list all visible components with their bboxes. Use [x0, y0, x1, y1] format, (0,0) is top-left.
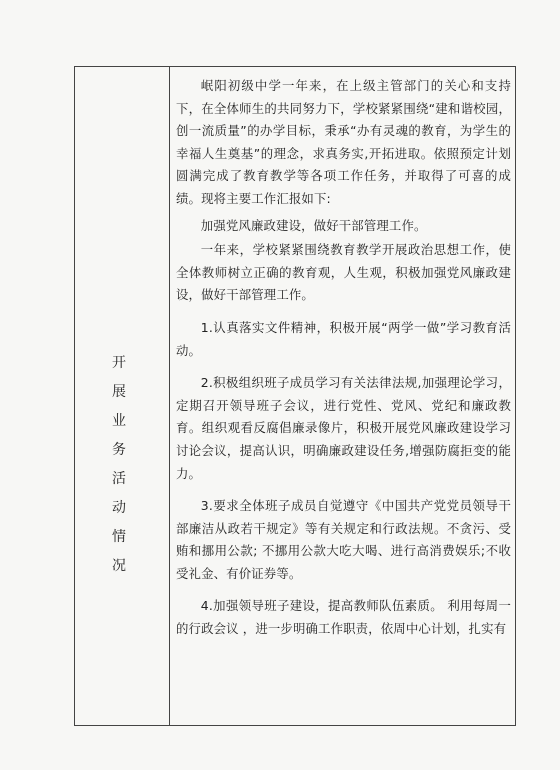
list-item-1: 1.认真落实文件精神，积极开展“两学一做”学习教育活动。	[176, 319, 511, 358]
intro-paragraph: 岷阳初级中学一年来，在上级主管部门的关心和支持下，在全体师生的共同努力下，学校紧紧围绕“建和谐校园，创一流质量”的办学目标，秉承“办有灵魂的教育，为学生的幸福人生奠基”的理念，求真务实,开拓进取。依照预定计划圆满完成了教育教学等各项工作任务，并取得了可喜的成绩。现将主要工作汇报如下:	[176, 78, 511, 206]
body-paragraph: 一年来，学校紧紧围绕教育教学开展政治思想工作，使全体教师树立正确的教育观，人生观，积极加强党风廉政建设，做好干部管理工作。	[176, 242, 511, 303]
label-char: 展	[112, 384, 126, 400]
list-item-3: 3.要求全体班子成员自觉遵守《中国共产党党员领导干部廉洁从政若干规定》等有关规定和行政法规。不贪污、受贿和挪用公款; 不挪用公款大吃大喝、进行高消费娱乐;不收受礼金、有价证券等。	[176, 498, 511, 581]
section-label-business-activities	[108, 349, 130, 581]
list-item-2: 2.积极组织班子成员学习有关法律法规,加强理论学习，定期召开领导班子会议，进行党性、党风、党纪和廉政教育。组织观看反腐倡廉录像片，积极开展党风廉政建设学习讨论会议，提高认识，明确廉政建设任务,增强防腐拒变的能力。	[176, 375, 511, 481]
report-form-table	[74, 66, 516, 726]
list-item-4: 4.加强领导班子建设，提高教师队伍素质。 利用每周一的行政会议 ，进一步明确工作职责，依周中心计划，扎实有	[176, 598, 511, 637]
label-char: 务	[112, 442, 126, 458]
label-char: 活	[112, 471, 126, 487]
label-char: 业	[112, 413, 126, 429]
section-heading: 加强党风廉政建设，做好干部管理工作。	[200, 217, 427, 233]
label-char: 况	[112, 558, 126, 574]
content-column	[170, 67, 515, 725]
label-char: 情	[112, 529, 126, 545]
label-column	[75, 67, 170, 725]
label-char: 动	[112, 500, 126, 516]
label-char: 开	[112, 355, 126, 371]
